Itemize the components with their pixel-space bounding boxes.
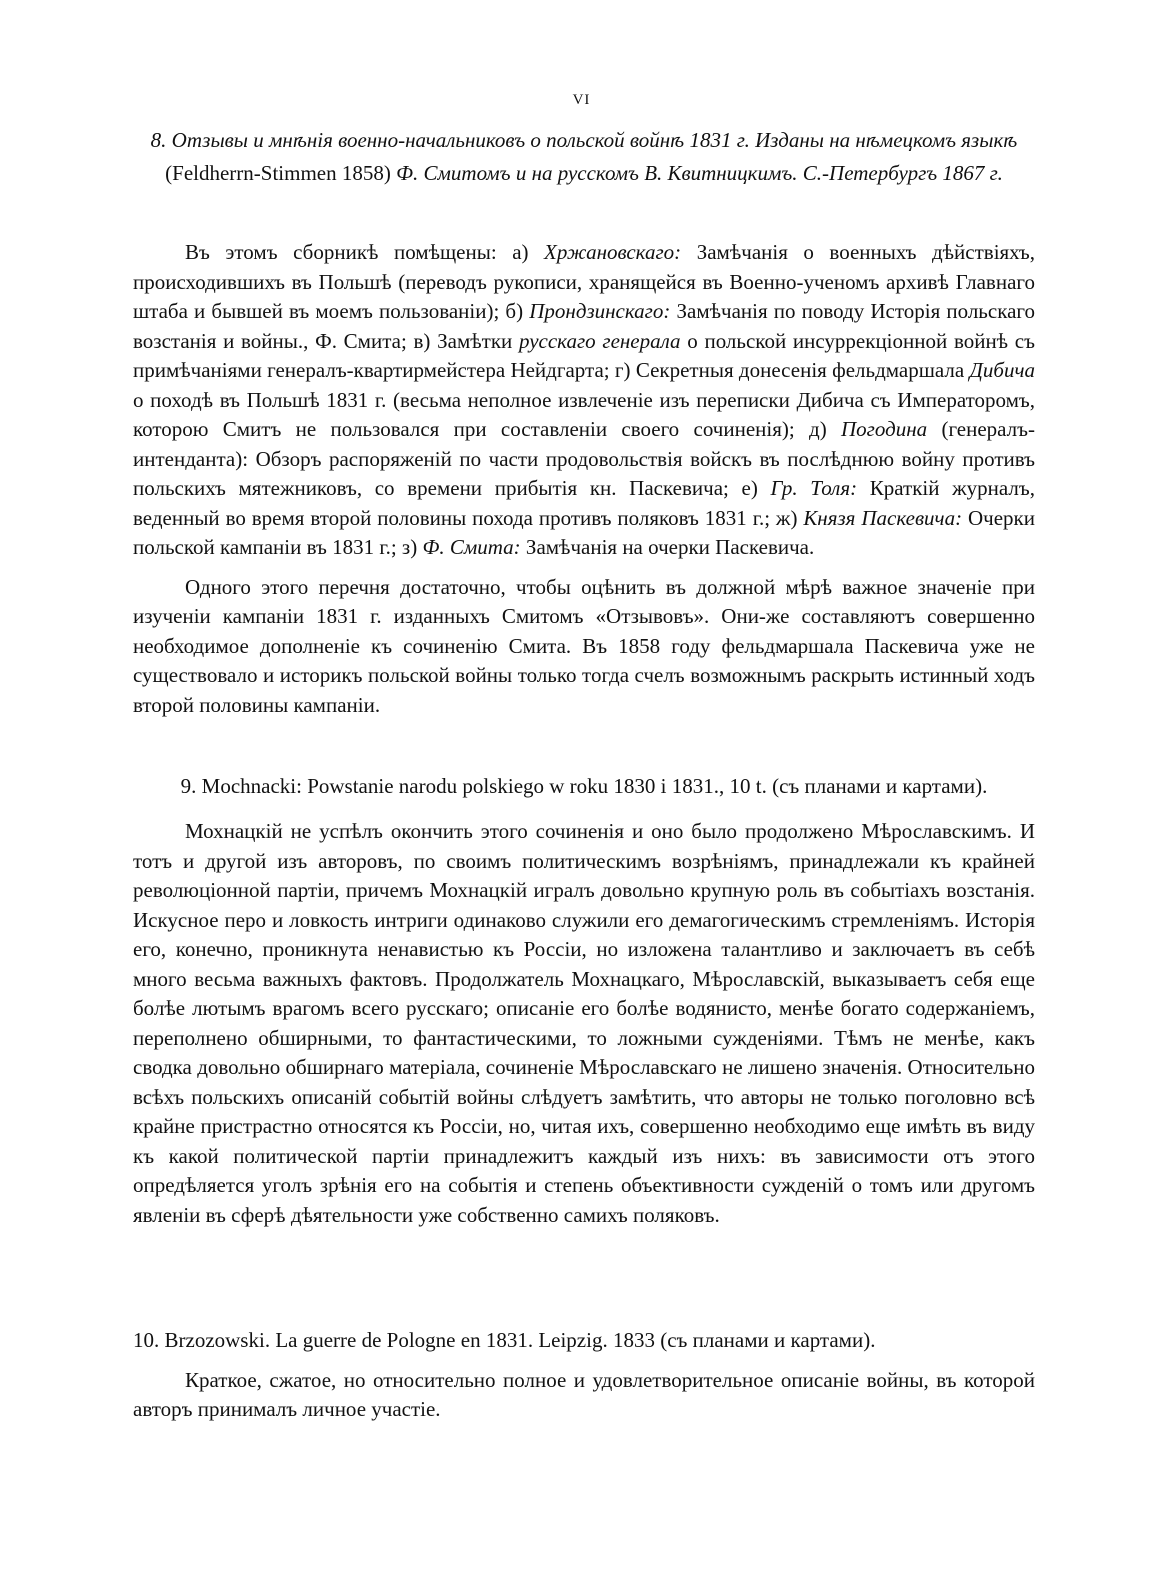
author-name: Прондзинскаго: — [529, 299, 671, 323]
author-name: Гр. Толя: — [770, 476, 858, 500]
author-name: Князя Паскевича: — [803, 505, 963, 530]
author-name: Дибича — [969, 358, 1035, 382]
entry-10-paragraph: Краткое, сжатое, но относительно полное и удовлетворительное описаніе войны, въ которой авторъ принималъ личное участіе. — [133, 1367, 1035, 1421]
text-run: о походѣ въ Польшѣ 1831 г. (весьма неполное извлеченіе изъ переписки Дибича съ Императоромъ, которою Смитъ не пользовался при составленіи своего сочиненія); д) — [133, 387, 1035, 441]
entry-8-paragraph-1 — [133, 238, 1035, 563]
text-run: Замѣчанія по поводу Исторія польскаго возстанія и войны., Ф. Смита; в) Замѣтки — [133, 299, 1035, 353]
text-run: Замѣчанія о военныхъ дѣйствіяхъ, происходившихъ въ Польшѣ (переводъ рукописи, хранящейся въ Военно-ученомъ архивѣ Главнаго штаба и бывшей въ моемъ пользованіи); б) — [133, 240, 1035, 323]
entry-10 — [133, 1326, 1035, 1425]
entry-8-body — [133, 238, 1035, 720]
entry-8-heading — [133, 124, 1035, 190]
text-run: (генералъ-интенданта): Обзоръ распоряженій по части продовольствія войскъ въ послѣднюю войну противъ польскихъ мятежниковъ, со времени прибытія кн. Паскевича; е) — [133, 417, 1036, 500]
entry-8-number: 8. — [150, 128, 167, 152]
author-name: Хржановскаго: — [544, 240, 682, 264]
entry-10-heading: 10. Brzozowski. La guerre de Pologne en 1831. Leipzig. 1833 (съ планами и картами). — [133, 1328, 876, 1352]
entry-8-translators: Ф. Смитомъ и на русскомъ В. Квитницкимъ. С.-Петербургъ 1867 г. — [396, 161, 1003, 185]
text-run: о польской инсуррекціонной войнѣ съ примѣчаніями генералъ-квартирмейстера Нейдгарта; г) Секретныя донесенія фельдмаршала — [133, 328, 1035, 382]
entry-9 — [133, 770, 1035, 1230]
entry-9-paragraph: Мохнацкій не успѣлъ окончить этого сочиненія и оно было продолжено Мѣрославскимъ. И тотъ и другой изъ авторовъ, по своимъ политическимъ возрѣніямъ, принадлежали къ крайней революціонной партіи, причемъ Мохнацкій игралъ довольно крупную роль въ событіахъ возстанія. Искусное перо и ловкость интриги одинаково служили его демагогическимъ стремленіямъ. Исторія его, конечно, проникнута ненавистью къ Россіи, но изложена талантливо и заключаетъ въ себѣ много весьма важныхъ фактовъ. Продолжатель Мохнацкаго, Мѣрославскій, выказываетъ себя еще болѣе лютымъ врагомъ всего русскаго; описаніе его болѣе водянисто, менѣе богато содержаніемъ, переполнено обширными, то фантастическими, то ложными сужденіями. Тѣмъ не менѣе, какъ сводка довольно обширнаго матеріала, сочиненіе Мѣрославскаго не лишено значенія. Относительно всѣхъ польскихъ описаній событій войны слѣдуетъ замѣтить, что авторы не только поголовно всѣ крайне пристрастно относятся къ Россіи, но, читая ихъ, совершенно необходимо еще имѣть въ виду къ какой политической партіи принадлежитъ каждый изъ нихъ: въ зависимости отъ этого опредѣляется уголъ зрѣнія его на событія и степень объективности сужденій о томъ или другомъ явленіи въ сферѣ дѣятельности уже собственно самихъ поляковъ. — [133, 819, 1035, 1227]
text-run: Замѣчанія на очерки Паскевича. — [520, 535, 815, 559]
text-run: Краткій журналъ, веденный во время второй половины похода противъ поляковъ 1831 г.; ж) — [133, 476, 1036, 530]
entry-8-title: Отзывы и мнѣнія военно-начальниковъ о польской войнѣ 1831 г. Изданы на нѣмецкомъ языкѣ — [171, 128, 1018, 152]
text-run: Очерки польской кампаніи въ 1831 г.; з) — [133, 505, 1035, 559]
entry-8 — [133, 124, 1035, 190]
entry-8-original-title: (Feldherrn-Stimmen 1858) — [165, 161, 391, 185]
author-name: Ф. Смита: — [422, 535, 521, 559]
author-name: русскаго генерала — [518, 328, 681, 353]
page-number: VI — [572, 92, 591, 108]
entry-8-paragraph-2: Одного этого перечня достаточно, чтобы оцѣнить въ должной мѣрѣ важное значеніе при изученіи кампаніи 1831 г. изданныхъ Смитомъ «Отзывовъ». Они-же составляютъ совершенно необходимое дополненіе къ сочиненію Смита. Въ 1858 году фельдмаршала Паскевича уже не существовало и историкъ польской войны только тогда счелъ возможнымъ раскрыть истинный ходъ второй половины кампаніи. — [133, 574, 1035, 717]
entry-9-heading: 9. Mochnacki: Powstanie narodu polskiego w roku 1830 i 1831., 10 t. (съ планами и картами). — [180, 774, 988, 798]
text-run: Въ этомъ сборникѣ помѣщены: а) — [185, 240, 545, 264]
author-name: Погодина — [841, 417, 928, 441]
